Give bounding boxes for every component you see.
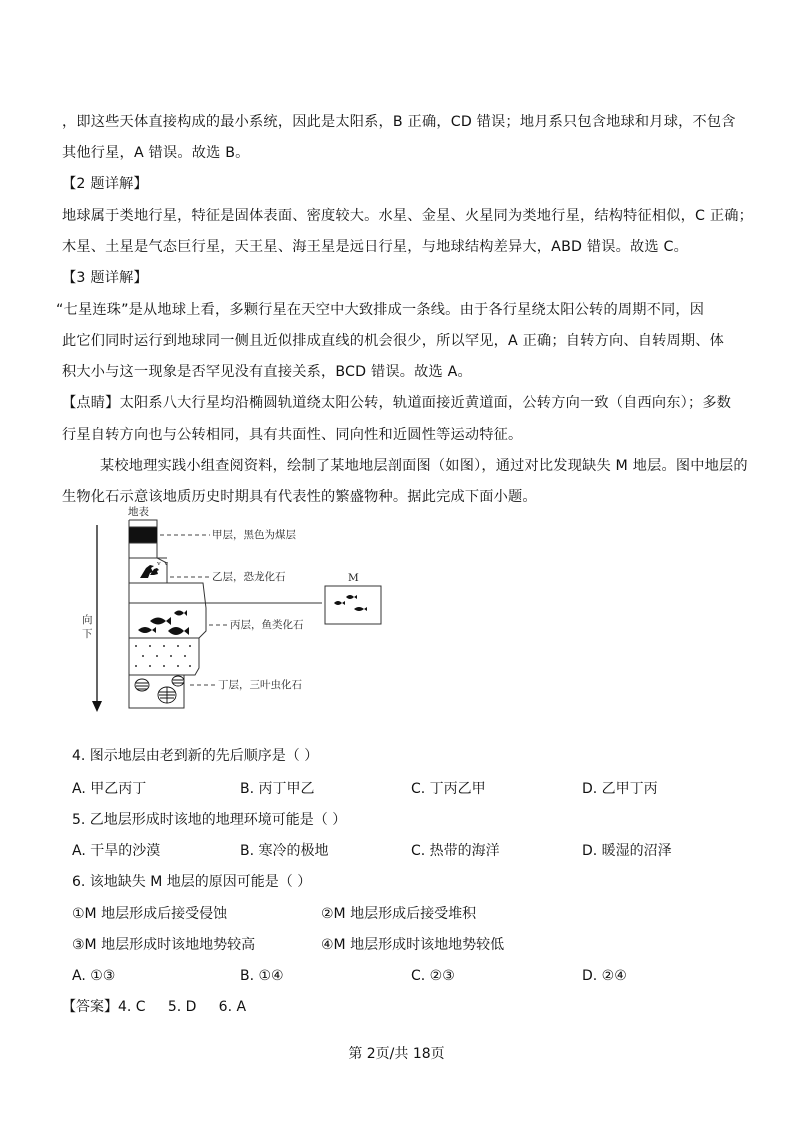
answer-line: [62, 997, 246, 1017]
tip-label: 【点睛】: [62, 395, 120, 411]
q5-option-d[interactable]: D. 暖湿的沼泽: [582, 843, 672, 859]
q5-option-c[interactable]: C. 热带的海洋: [411, 843, 500, 859]
layer-yi-label: 乙层，恐龙化石: [212, 571, 286, 583]
text-line: ，即这些天体直接构成的最小系统，因此是太阳系，B 正确，CD 错误；地月系只包含地球和月球，不包含: [62, 114, 736, 130]
tip-text: 太阳系八大行星均沿椭圆轨道绕太阳公转，轨道面接近黄道面，公转方向一致（自西向东）；多数: [119, 395, 732, 411]
question-5-stem: 5. 乙地层形成时该地的地理环境可能是（ ）: [72, 812, 347, 828]
q4-option-b[interactable]: B. 丙丁甲乙: [240, 781, 315, 797]
q6-statement-2: ②M 地层形成后接受堆积: [321, 906, 477, 922]
q6-statement-3: ③M 地层形成时该地地势较高: [72, 937, 256, 953]
coal-seam: [129, 527, 157, 543]
text-line: 此它们同时运行到地球同一侧且近似排成直线的机会很少，所以罕见，A 正确；自转方向、自转周期、体: [62, 333, 725, 349]
page-footer: 第 2页/共 18页: [348, 1046, 445, 1062]
answer-label: 【答案】: [62, 999, 118, 1015]
layer-bing-label: 丙层，鱼类化石: [230, 619, 304, 631]
surface-label: 地表: [128, 506, 149, 518]
m-fish-icon: [334, 595, 367, 611]
section-heading: 【3 题详解】: [62, 270, 148, 286]
q6-statement-4: ④M 地层形成时该地地势较低: [321, 937, 505, 953]
layer-jia-label: 甲层，黑色为煤层: [212, 529, 296, 541]
q6-option-d[interactable]: D. ②④: [582, 968, 627, 984]
q6-option-c[interactable]: C. ②③: [411, 968, 455, 984]
text-line: 地球属于类地行星，特征是固体表面、密度较大。水星、金星、火星同为类地行星，结构特征相似，C 正确；: [62, 208, 754, 224]
sand-layer-dots: [135, 645, 191, 667]
layer-ding-label: 丁层，三叶虫化石: [218, 679, 302, 691]
q4-option-d[interactable]: D. 乙甲丁丙: [582, 781, 658, 797]
q6-option-a[interactable]: A. ①③: [72, 968, 116, 984]
text-line: 某校地理实践小组查阅资料，绘制了某地地层剖面图（如图），通过对比发现缺失 M 地层。图中地层的: [100, 458, 748, 474]
text-line: 其他行星，A 错误。故选 B。: [62, 145, 250, 161]
svg-text:ᵥ ᵥ: ᵥ ᵥ: [157, 556, 169, 568]
fish-fossil-icon: [138, 610, 189, 635]
direction-label-2: 下: [82, 628, 93, 640]
m-layer-label: M: [348, 572, 359, 584]
direction-label-1: 向: [82, 614, 93, 626]
trilobite-fossil-icon: [135, 676, 184, 703]
question-6-stem: 6. 该地缺失 M 地层的原因可能是（ ）: [72, 874, 312, 890]
text-line: 行星自转方向也与公转相同，具有共面性、同向性和近圆性等运动特征。: [62, 427, 523, 443]
question-4-stem: 4. 图示地层由老到新的先后顺序是（ ）: [72, 748, 319, 764]
text-line: 生物化石示意该地质历史时期具有代表性的繁盛物种。据此完成下面小题。: [62, 489, 537, 505]
q5-option-a[interactable]: A. 干旱的沙漠: [72, 843, 161, 859]
text-line: “七星连珠”是从地球上看，多颗行星在天空中大致排成一条线。由于各行星绕太阳公转的周期不同，因: [56, 302, 705, 318]
m-layer-box: [325, 586, 381, 624]
text-line: 积大小与这一现象是否罕见没有直接关系，BCD 错误。故选 A。: [62, 364, 472, 380]
q6-statement-1: ①M 地层形成后接受侵蚀: [72, 906, 228, 922]
text-line: 木星、土星是气态巨行星，天王星、海王星是远日行星，与地球结构差异大，ABD 错误。故选 C。: [62, 239, 688, 255]
tip-line: [62, 393, 731, 413]
section-heading: 【2 题详解】: [62, 176, 148, 192]
q5-option-b[interactable]: B. 寒冷的极地: [240, 843, 329, 859]
answer-text: 4. C 5. D 6. A: [118, 999, 247, 1015]
q4-option-c[interactable]: C. 丁丙乙甲: [411, 781, 486, 797]
q6-option-b[interactable]: B. ①④: [240, 968, 284, 984]
stratigraphic-section-figure: [70, 503, 390, 718]
q4-option-a[interactable]: A. 甲乙丙丁: [72, 781, 147, 797]
